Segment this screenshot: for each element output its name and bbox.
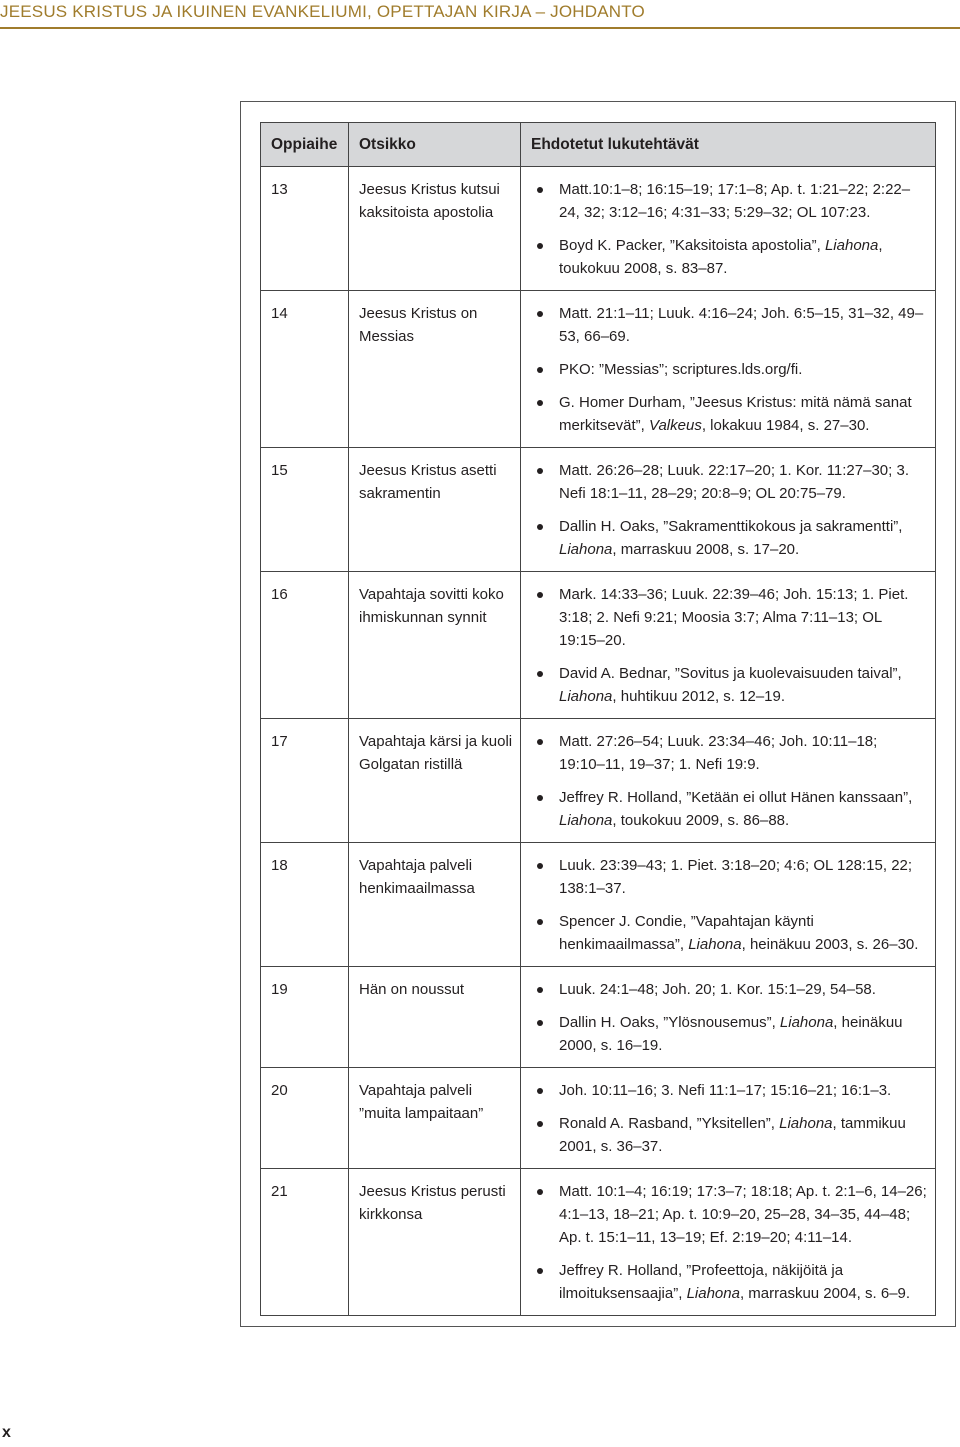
reading-item: Jeffrey R. Holland, ”Ketään ei ollut Hänen kanssaan”, Liahona, toukokuu 2009, s. 86–88. [531,786,927,832]
reading-item: Matt. 26:26–28; Luuk. 22:17–20; 1. Kor. 11:27–30; 3. Nefi 18:1–11, 28–29; 20:8–9; OL 20:75–79. [531,459,927,505]
reading-list [531,854,927,956]
reading-list [531,978,927,1057]
table-row [261,1169,936,1316]
lesson-title: Jeesus Kristus perusti kirkkonsa [349,1169,521,1316]
suggested-readings-cell [521,843,936,967]
lesson-number: 18 [261,843,349,967]
reading-item: Matt. 10:1–4; 16:19; 17:3–7; 18:18; Ap. t. 2:1–6, 14–26; 4:1–13, 18–21; Ap. t. 10:9–20, 25–28, 34–35, 44–48; Ap. t. 15:1–11, 13–19; Ef. 2:19–20; 4:11–14. [531,1180,927,1249]
reading-item: Ronald A. Rasband, ”Yksitellen”, Liahona, tammikuu 2001, s. 36–37. [531,1112,927,1158]
lesson-title: Vapahtaja palveli henkimaailmassa [349,843,521,967]
lesson-title: Vapahtaja sovitti koko ihmiskunnan synnit [349,572,521,719]
reading-item: Joh. 10:11–16; 3. Nefi 11:1–17; 15:16–21; 16:1–3. [531,1079,927,1102]
suggested-readings-cell [521,967,936,1068]
reading-list [531,459,927,561]
reading-item: G. Homer Durham, ”Jeesus Kristus: mitä nämä sanat merkitsevät”, Valkeus, lokakuu 1984, s. 27–30. [531,391,927,437]
reading-item: Dallin H. Oaks, ”Sakramenttikokous ja sakramentti”, Liahona, marraskuu 2008, s. 17–20. [531,515,927,561]
lesson-title: Hän on noussut [349,967,521,1068]
lesson-number: 20 [261,1068,349,1169]
reading-list [531,1079,927,1158]
running-title: JEESUS KRISTUS JA IKUINEN EVANKELIUMI, OPETTAJAN KIRJA – JOHDANTO [0,2,645,21]
suggested-readings-cell [521,719,936,843]
suggested-readings-cell [521,291,936,448]
reading-item: Boyd K. Packer, ”Kaksitoista apostolia”, Liahona, toukokuu 2008, s. 83–87. [531,234,927,280]
table-row [261,291,936,448]
lesson-title: Vapahtaja palveli ”muita lampaitaan” [349,1068,521,1169]
reading-item: Luuk. 24:1–48; Joh. 20; 1. Kor. 15:1–29, 54–58. [531,978,927,1001]
table-row [261,167,936,291]
lesson-number: 16 [261,572,349,719]
reading-list [531,302,927,437]
running-title-rule [0,27,960,29]
table-row [261,1068,936,1169]
reading-list [531,1180,927,1305]
reading-item: Matt. 27:26–54; Luuk. 23:34–46; Joh. 10:11–18; 19:10–11, 19–37; 1. Nefi 19:9. [531,730,927,776]
lesson-title: Vapahtaja kärsi ja kuoli Golgatan ristillä [349,719,521,843]
lesson-title: Jeesus Kristus kutsui kaksitoista apostolia [349,167,521,291]
table-header-row [261,123,936,167]
suggested-readings-cell [521,572,936,719]
suggested-readings-cell [521,448,936,572]
table-row [261,448,936,572]
column-header-lesson: Oppiaihe [261,123,349,167]
reading-item: Dallin H. Oaks, ”Ylösnousemus”, Liahona, heinäkuu 2000, s. 16–19. [531,1011,927,1057]
lesson-title: Jeesus Kristus on Messias [349,291,521,448]
lesson-number: 14 [261,291,349,448]
column-header-title: Otsikko [349,123,521,167]
table-row [261,967,936,1068]
reading-list [531,583,927,708]
reading-item: Luuk. 23:39–43; 1. Piet. 3:18–20; 4:6; OL 128:15, 22; 138:1–37. [531,854,927,900]
table-row [261,572,936,719]
table-row [261,843,936,967]
reading-list [531,730,927,832]
lesson-title: Jeesus Kristus asetti sakramentin [349,448,521,572]
lesson-number: 13 [261,167,349,291]
lesson-number: 19 [261,967,349,1068]
reading-item: Jeffrey R. Holland, ”Profeettoja, näkijöitä ja ilmoituksensaajia”, Liahona, marraskuu 2004, s. 6–9. [531,1259,927,1305]
suggested-readings-cell [521,1068,936,1169]
table-row [261,719,936,843]
lesson-number: 17 [261,719,349,843]
reading-assignments-table [260,122,936,1316]
reading-item: Matt. 21:1–11; Luuk. 4:16–24; Joh. 6:5–15, 31–32, 49–53, 66–69. [531,302,927,348]
reading-item: Mark. 14:33–36; Luuk. 22:39–46; Joh. 15:13; 1. Piet. 3:18; 2. Nefi 9:21; Moosia 3:7; Alma 7:11–13; OL 19:15–20. [531,583,927,652]
suggested-readings-cell [521,1169,936,1316]
page-number: x [2,1424,11,1441]
suggested-readings-cell [521,167,936,291]
lesson-number: 15 [261,448,349,572]
reading-item: Matt.10:1–8; 16:15–19; 17:1–8; Ap. t. 1:21–22; 2:22–24, 32; 3:12–16; 4:31–33; 5:29–32; OL 107:23. [531,178,927,224]
reading-list [531,178,927,280]
reading-item: Spencer J. Condie, ”Vapahtajan käynti henkimaailmassa”, Liahona, heinäkuu 2003, s. 26–30. [531,910,927,956]
reading-item: David A. Bednar, ”Sovitus ja kuolevaisuuden taival”, Liahona, huhtikuu 2012, s. 12–19. [531,662,927,708]
column-header-suggested-readings: Ehdotetut lukutehtävät [521,123,936,167]
lesson-number: 21 [261,1169,349,1316]
reading-item: PKO: ”Messias”; scriptures.lds.org/fi. [531,358,927,381]
